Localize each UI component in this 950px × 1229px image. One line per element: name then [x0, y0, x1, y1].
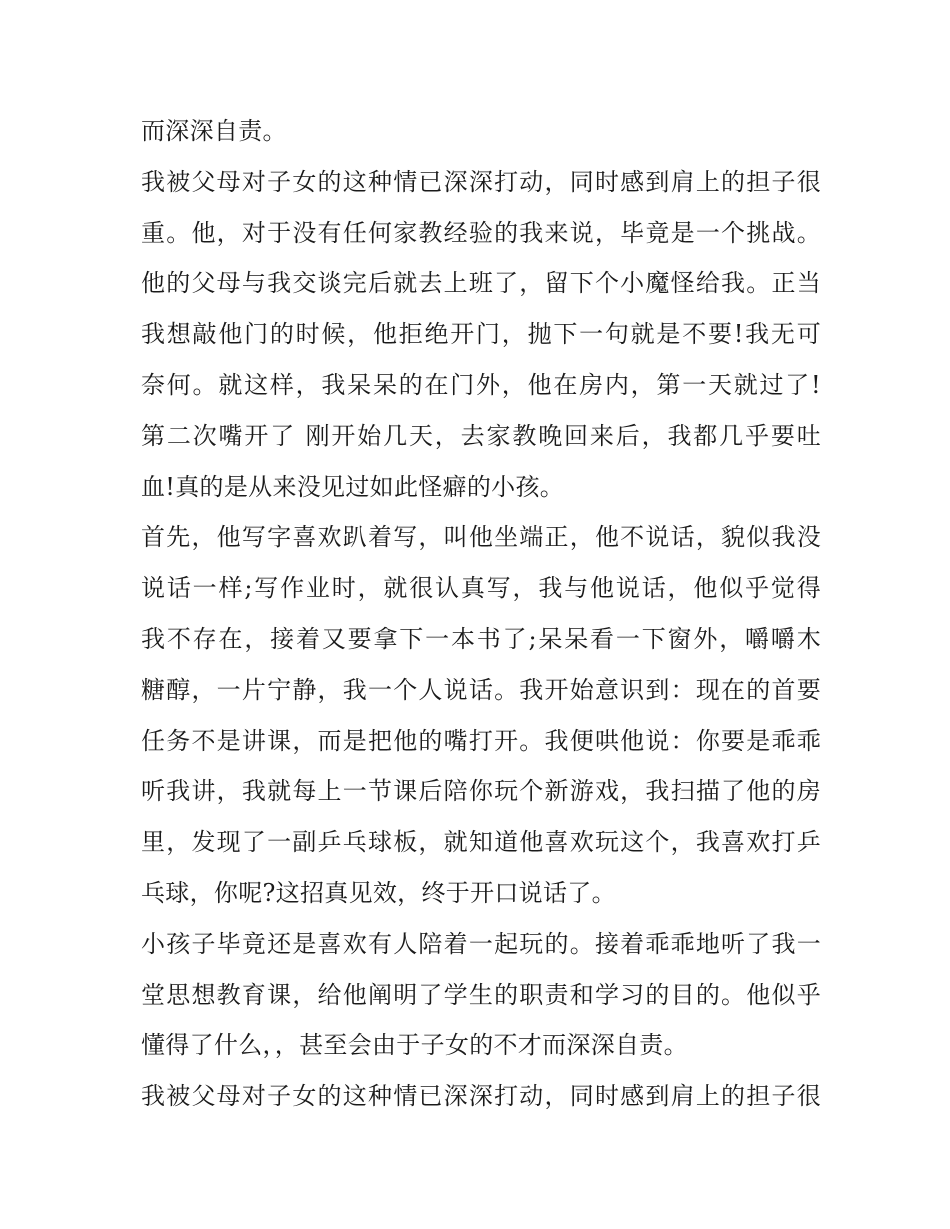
text-line: 首先，他写字喜欢趴着写，叫他坐端正，他不说话，貌似我没 [141, 523, 821, 552]
text-line: 第二次嘴开了 刚开始几天，去家教晚回来后，我都几乎要吐 [141, 421, 821, 450]
text-line: 堂思想教育课，给他阐明了学生的职责和学习的目的。他似乎 [141, 980, 821, 1009]
text-line: 奈何。就这样，我呆呆的在门外，他在房内，第一天就过了! [141, 370, 821, 399]
text-line: 我想敲他门的时候，他拒绝开门，抛下一句就是不要!我无可 [141, 320, 821, 349]
text-line: 乓球，你呢?这招真见效，终于开口说话了。 [141, 878, 616, 907]
text-line: 里，发现了一副乒乓球板，就知道他喜欢玩这个，我喜欢打乒 [141, 828, 821, 857]
text-line: 小孩子毕竟还是喜欢有人陪着一起玩的。接着乖乖地听了我一 [141, 929, 821, 958]
text-line: 糖醇，一片宁静，我一个人说话。我开始意识到：现在的首要 [141, 675, 821, 704]
text-line: 而深深自责。 [141, 117, 287, 145]
document-body [141, 106, 821, 1122]
text-line: 说话一样;写作业时，就很认真写，我与他说话，他似乎觉得 [141, 574, 821, 603]
text-line: 听我讲，我就每上一节课后陪你玩个新游戏，我扫描了他的房 [141, 777, 821, 806]
text-line: 我被父母对子女的这种情已深深打动，同时感到肩上的担子很 [141, 1082, 821, 1111]
text-line: 任务不是讲课，而是把他的嘴打开。我便哄他说：你要是乖乖 [141, 726, 821, 755]
text-line: 他的父母与我交谈完后就去上班了，留下个小魔怪给我。正当 [141, 269, 821, 298]
text-line: 懂得了什么，，甚至会由于子女的不才而深深自责。 [141, 1031, 688, 1060]
text-line: 我不存在，接着又要拿下一本书了;呆呆看一下窗外，嚼嚼木 [141, 624, 821, 653]
text-line: 重。他，对于没有任何家教经验的我来说，毕竟是一个挑战。 [141, 218, 821, 247]
text-line: 我被父母对子女的这种情已深深打动，同时感到肩上的担子很 [141, 167, 821, 196]
text-line: 血!真的是从来没见过如此怪癖的小孩。 [141, 472, 565, 501]
